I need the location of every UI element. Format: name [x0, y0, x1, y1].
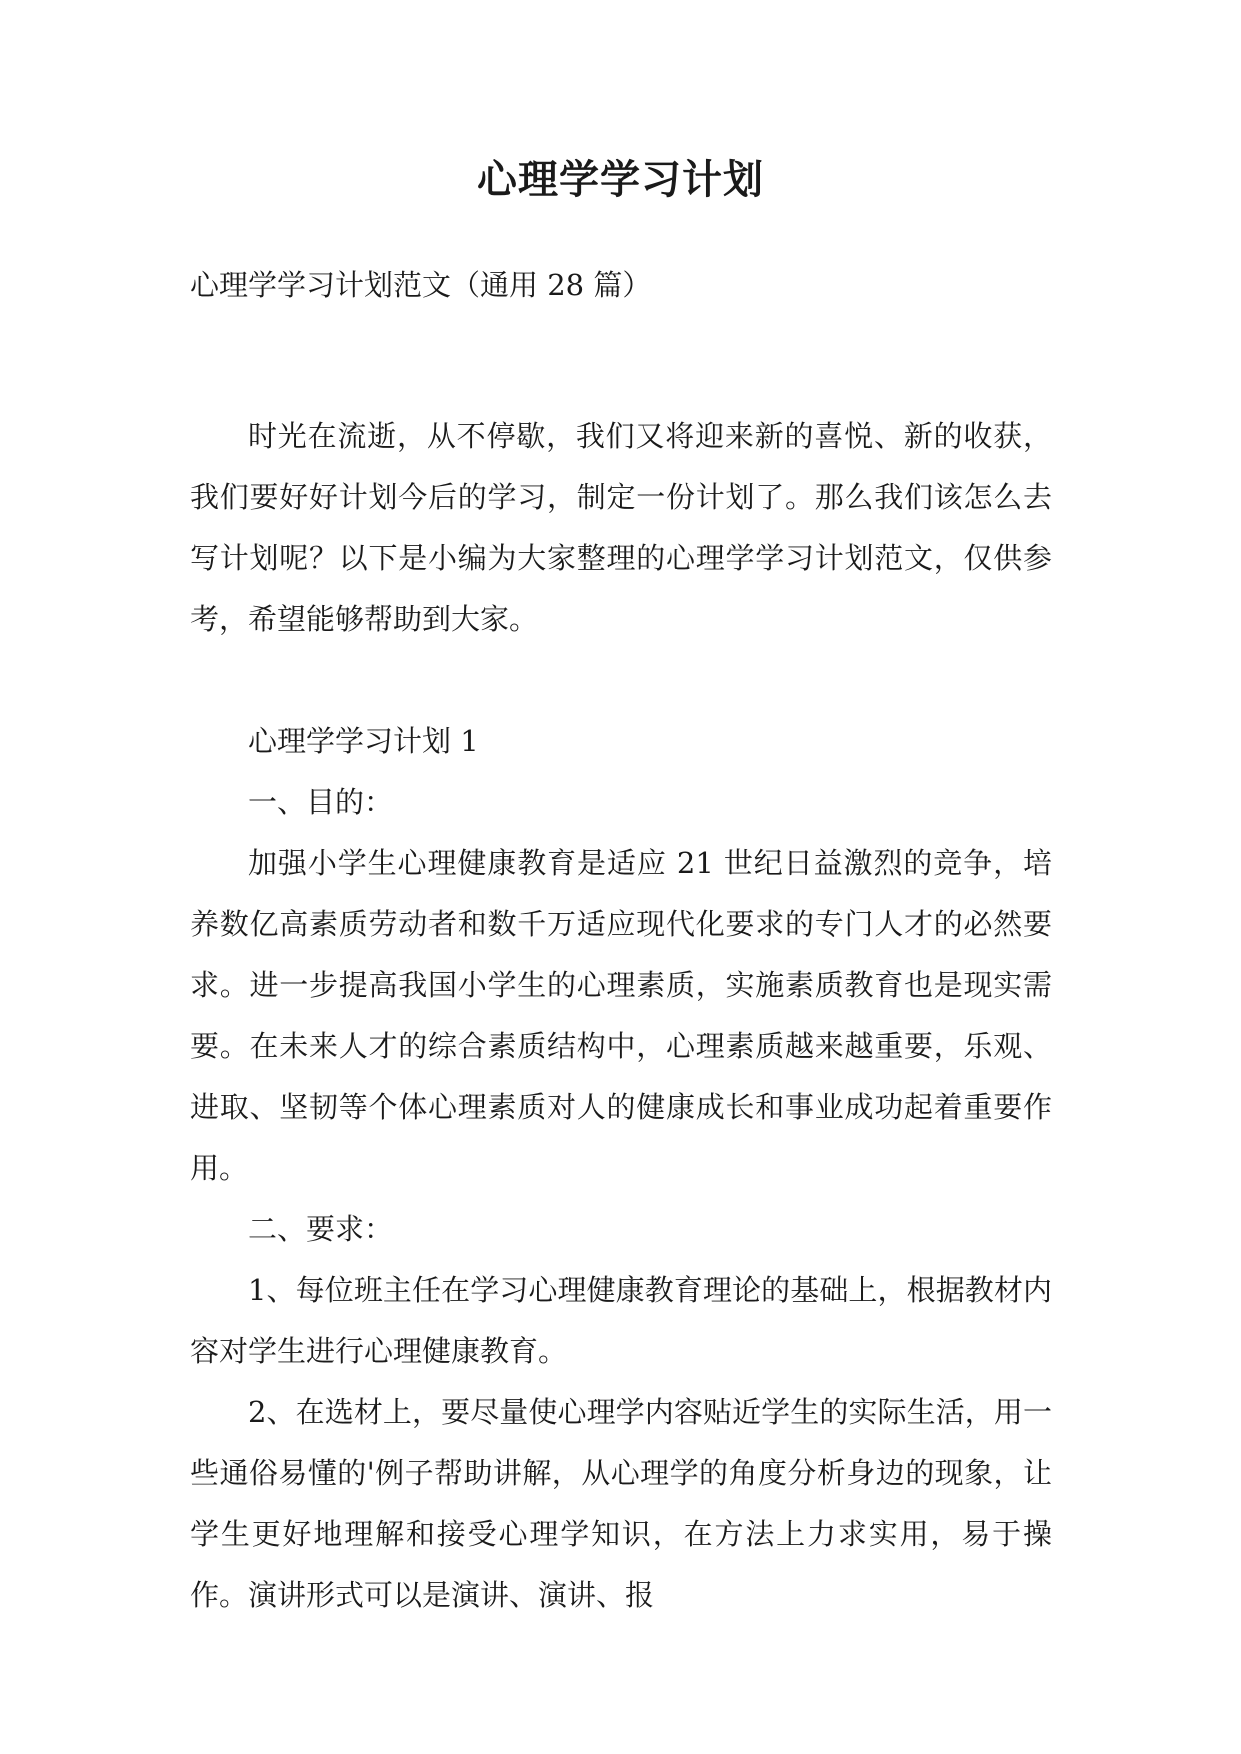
requirements-heading: 二、要求：: [248, 1212, 394, 1246]
purpose-paragraph: 加强小学生心理健康教育是适应 21 世纪日益激烈的竞争，培养数亿高素质劳动者和数千万适应现代化要求的专门人才的必然要求。进一步提高我国小学生的心理素质，实施素质教育也是现实需要。在未来人才的综合素质结构中，心理素质越来越重要，乐观、进取、坚韧等个体心理素质对人的健康成长和事业成功起着重要作用。: [190, 846, 1052, 1185]
requirement-item-2: 2、在选材上，要尽量使心理学内容贴近学生的实际生活，用一些通俗易懂的'例子帮助讲解，从心理学的角度分析身边的现象，让学生更好地理解和接受心理学知识，在方法上力求实用，易于操作。演讲形式可以是演讲、演讲、报: [190, 1395, 1052, 1612]
intro-paragraph: 时光在流逝，从不停歇，我们又将迎来新的喜悦、新的收获，我们要好好计划今后的学习，制定一份计划了。那么我们该怎么去写计划呢？以下是小编为大家整理的心理学学习计划范文，仅供参考，希望能够帮助到大家。: [190, 419, 1052, 636]
section-title: 心理学学习计划 1: [248, 724, 479, 758]
document-subtitle: 心理学学习计划范文（通用 28 篇）: [190, 268, 652, 302]
document-title: 心理学学习计划: [477, 157, 764, 203]
purpose-heading: 一、目的：: [248, 785, 394, 819]
document-body: [190, 406, 1052, 1626]
paragraph-spacer: [190, 650, 1052, 711]
requirement-item-1: 1、每位班主任在学习心理健康教育理论的基础上，根据教材内容对学生进行心理健康教育。: [190, 1273, 1052, 1368]
